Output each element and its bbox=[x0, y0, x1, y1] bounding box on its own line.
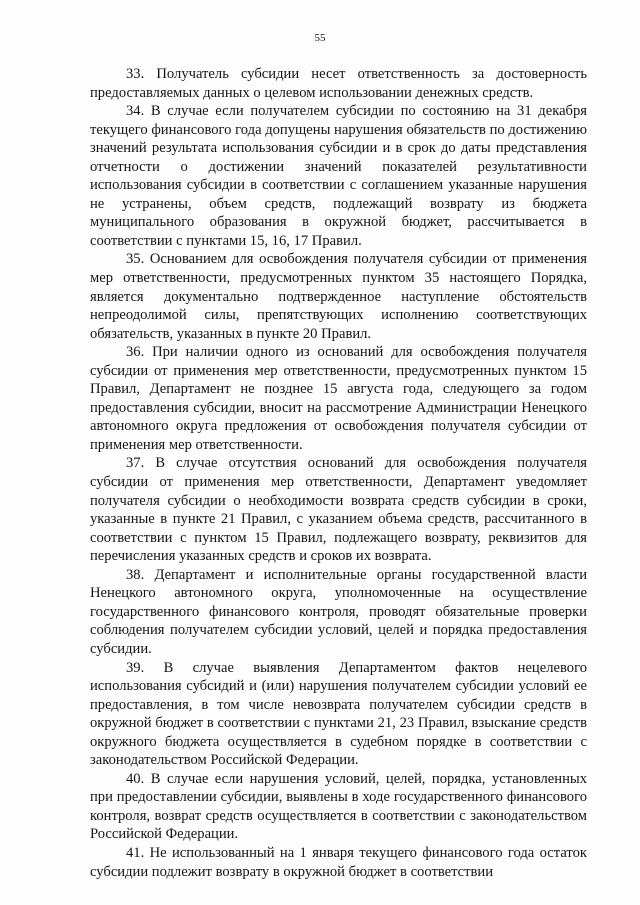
paragraph-39: 39. В случае выявления Департаментом фактов нецелевого использования субсидий и (или) нарушения получателем субсидии условий ее предоставления, в том числе невозврата получателем субсидии средств в окружной бюджет в соответствии с пунктами 21, 23 Правил, взыскание средств окружного бюджета осуществляется в судебном порядке в соответствии с законодательством Российской Федерации. bbox=[90, 659, 587, 769]
paragraph-40: 40. В случае если нарушения условий, целей, порядка, установленных при предоставлении субсидии, выявлены в ходе государственного финансового контроля, возврат средств осуществляется в соответствии с законодательством Российской Федерации. bbox=[90, 770, 587, 843]
paragraph-33: 33. Получатель субсидии несет ответственность за достоверность предоставляемых данных о целевом использовании денежных средств. bbox=[90, 66, 587, 101]
paragraph-35: 35. Основанием для освобождения получателя субсидии от применения мер ответственности, предусмотренных пунктом 35 настоящего Порядка, является документально подтвержденное наступление обстоятельств непреодолимой силы, препятствующих исполнению соответствующих обязательств, указанных в пункте 20 Правил. bbox=[90, 251, 587, 342]
paragraph-41: 41. Не использованный на 1 января текущего финансового года остаток субсидии подлежит возврату в окружной бюджет в соответствии bbox=[90, 844, 587, 880]
paragraph-36: 36. При наличии одного из оснований для освобождения получателя субсидии от применения мер ответственности, предусмотренных пунктом 15 Правил, Департамент не позднее 15 августа года, следующего за годом предоставления субсидии, вносит на рассмотрение Администрации Ненецкого автономного округа предложения от освобождения получателя субсидии от применения мер ответственности. bbox=[90, 344, 587, 453]
document-body bbox=[90, 65, 587, 881]
paragraph-38: 38. Департамент и исполнительные органы государственной власти Ненецкого автономного округа, уполномоченные на осуществление государственного финансового контроля, проводят обязательные проверки соблюдения получателем субсидии условий, целей и порядка предоставления субсидии. bbox=[90, 566, 587, 657]
page-number: 55 bbox=[314, 32, 326, 44]
paragraph-37: 37. В случае отсутствия оснований для освобождения получателя субсидии от применения мер ответственности, Департамент уведомляет получателя субсидии о необходимости возврата средств субсидии в сроки, указанные в пункте 21 Правил, с указанием объема средств, рассчитанного в соответствии с пунктом 15 Правил, подлежащего возврату, реквизитов для перечисления указанных средств и сроков их возврата. bbox=[90, 455, 587, 565]
paragraph-34: 34. В случае если получателем субсидии по состоянию на 31 декабря текущего финансового года допущены нарушения обязательств по достижению значений результата использования субсидии и в срок до даты представления отчетности о достижении значений показателей результативности использования субсидии в соответствии с соглашением указанные нарушения не устранены, объем средств, подлежащий возврату из бюджета муниципального образования в окружной бюджет, рассчитывается в соответствии с пунктами 15, 16, 17 Правил. bbox=[90, 103, 587, 249]
